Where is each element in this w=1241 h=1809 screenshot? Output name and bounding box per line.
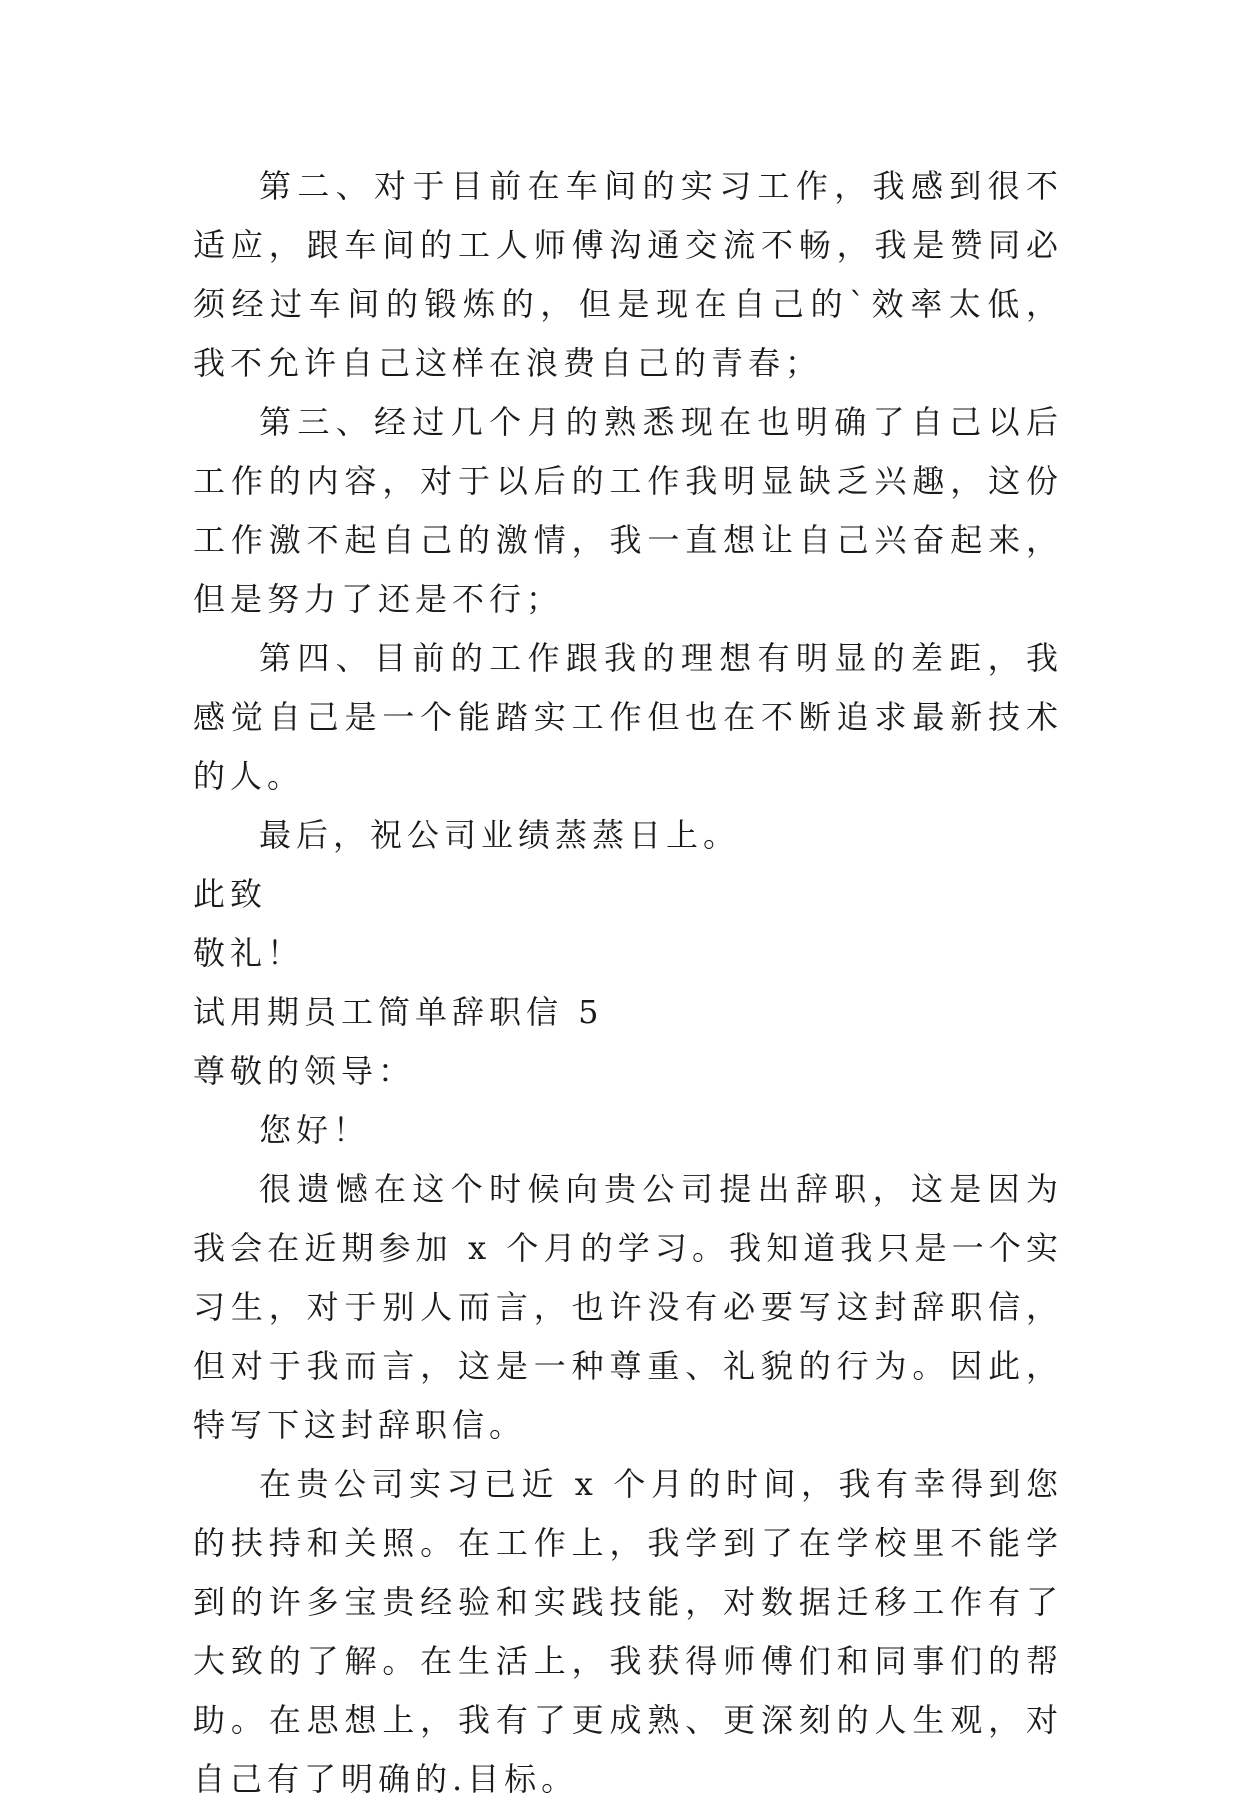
closing-line-1: 此致 [193,875,268,913]
body-paragraph-1: 很遗憾在这个时候向贵公司提出辞职，这是因为我会在近期参加 x 个月的学习。我知道我只是一个实习生，对于别人而言，也许没有必要写这封辞职信，但对于我而言，这是一种尊重、礼貌的行为。因此，特写下这封辞职信。 [193,1170,1063,1444]
paragraph-final-wish: 最后，祝公司业绩蒸蒸日上。 [259,816,741,854]
paragraph-fourth-point: 第四、目前的工作跟我的理想有明显的差距，我感觉自己是一个能踏实工作但也在不断追求最新技术的人。 [193,639,1063,795]
section-title: 试用期员工简单辞职信 5 [193,993,604,1031]
paragraph-third-point: 第三、经过几个月的熟悉现在也明确了自己以后工作的内容，对于以后的工作我明显缺乏兴趣，这份工作激不起自己的激情，我一直想让自己兴奋起来，但是努力了还是不行； [193,403,1063,618]
salutation: 尊敬的领导： [193,1052,416,1090]
greeting: 您好！ [259,1111,371,1149]
document-body [193,157,1063,1809]
closing-line-2: 敬礼！ [193,934,305,972]
paragraph-second-point: 第二、对于目前在车间的实习工作，我感到很不适应，跟车间的工人师傅沟通交流不畅，我是赞同必须经过车间的锻炼的，但是现在自己的`效率太低，我不允许自己这样在浪费自己的青春； [193,167,1063,382]
body-paragraph-2: 在贵公司实习已近 x 个月的时间，我有幸得到您的扶持和关照。在工作上，我学到了在学校里不能学到的许多宝贵经验和实践技能，对数据迁移工作有了大致的了解。在生活上，我获得师傅们和同事们的帮助。在思想上，我有了更成熟、更深刻的人生观，对自己有了明确的.目标。 [193,1465,1063,1798]
